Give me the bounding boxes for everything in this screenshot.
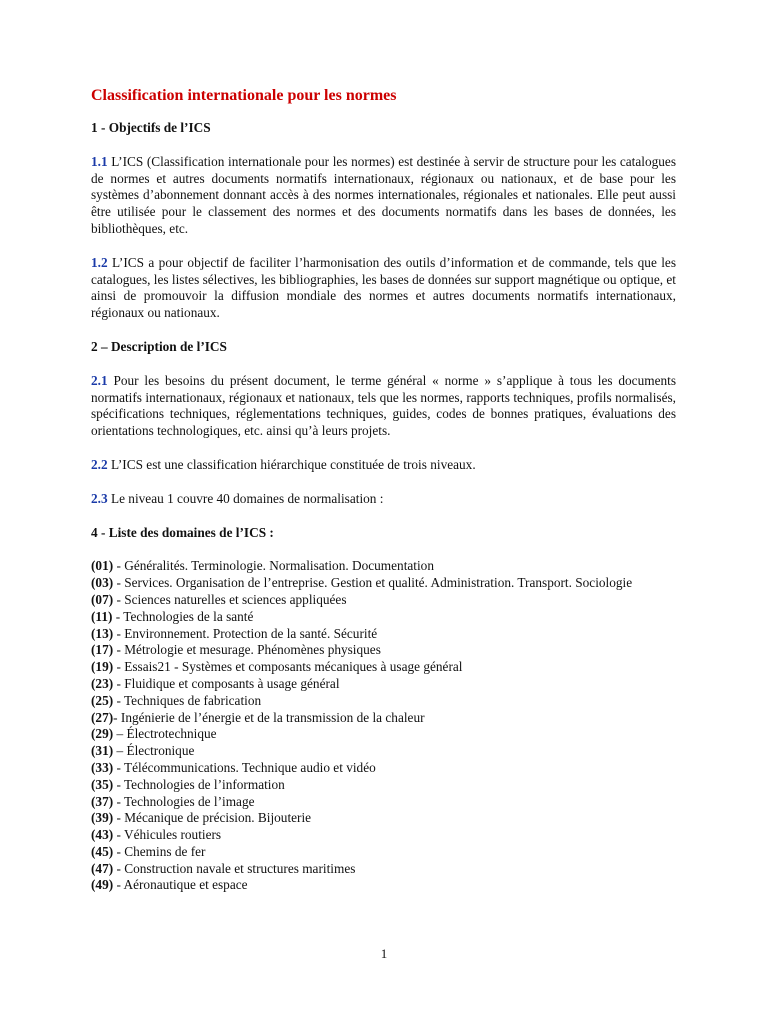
section-heading-description: 2 – Description de l’ICS [91, 338, 227, 354]
domain-label: – Électrotechnique [113, 726, 217, 742]
domain-code: (43) [91, 827, 114, 843]
document-title: Classification internationale pour les normes [91, 87, 397, 104]
section-heading-objectives: 1 - Objectifs de l’ICS [91, 120, 211, 135]
paragraph-number: 2.3 [91, 490, 108, 506]
list-item [91, 626, 676, 643]
paragraph-number: 2.2 [91, 456, 108, 472]
domain-label: – Électronique [113, 743, 195, 759]
list-item [91, 794, 676, 811]
domain-code: (13) [91, 625, 114, 641]
domain-code: (07) [91, 591, 114, 607]
domain-label: - Véhicules routiers [113, 827, 222, 843]
domain-label: - Chemins de fer [113, 843, 206, 859]
paragraph-2-3 [91, 491, 676, 508]
domain-code: (25) [91, 692, 114, 708]
list-item [91, 693, 676, 710]
domain-label: - Mécanique de précision. Bijouterie [113, 810, 312, 826]
list-item [91, 659, 676, 676]
document-page [91, 86, 676, 894]
paragraph-number: 2.1 [91, 372, 108, 388]
list-item [91, 642, 676, 659]
domain-code: (23) [91, 675, 114, 691]
domain-label: - Métrologie et mesurage. Phénomènes physiques [113, 642, 381, 658]
domain-code: (29) [91, 726, 114, 742]
domain-label: - Construction navale et structures maritimes [113, 860, 356, 876]
domain-label: - Technologies de l’image [113, 793, 255, 809]
list-item [91, 676, 676, 693]
domain-label: - Aéronautique et espace [113, 877, 248, 893]
list-item [91, 710, 676, 727]
paragraph-1-1 [91, 154, 676, 238]
domain-code: (35) [91, 776, 114, 792]
domain-code: (11) [91, 608, 113, 624]
list-item [91, 861, 676, 878]
list-item [91, 609, 676, 626]
list-item [91, 558, 676, 575]
paragraph-2-2 [91, 457, 676, 474]
domain-code: (39) [91, 810, 114, 826]
paragraph-2-1 [91, 373, 676, 440]
paragraph-text: L’ICS a pour objectif de faciliter l’harmonisation des outils d’information et de commande, tels que les catalogues, les listes sélectives, les bibliographies, les bases de données sur support magnétique ou optique, et ainsi de promouvoir la diffusion mondiale des normes et autres documents normatifs internationaux, régionaux ou nationaux. [91, 254, 676, 321]
list-item [91, 726, 676, 743]
domain-code: (19) [91, 659, 114, 675]
domain-code: (27) [91, 709, 114, 725]
paragraph-1-2 [91, 255, 676, 322]
paragraph-number: 1.1 [91, 153, 108, 169]
paragraph-text: L’ICS est une classification hiérarchique constituée de trois niveaux. [107, 456, 476, 472]
paragraph-text: Le niveau 1 couvre 40 domaines de normalisation : [107, 490, 384, 506]
domain-label: - Généralités. Terminologie. Normalisation. Documentation [113, 558, 434, 574]
paragraph-text: L’ICS (Classification internationale pour les normes) est destinée à servir de structure pour les catalogues de normes et autres documents normatifs internationaux, régionaux ou nationaux, et de base pour les systèmes d’abonnement donnant accès à des normes internationales, régionales et nationales. Elle peut aussi être utilisée pour le classement des normes et des documents normatifs dans les bases de données, les bibliothèques, etc. [91, 153, 676, 236]
domain-list [91, 558, 676, 894]
domain-label: - Essais21 - Systèmes et composants mécaniques à usage général [113, 659, 463, 675]
section-heading-domains: 4 - Liste des domaines de l’ICS : [91, 524, 274, 540]
list-item [91, 877, 676, 894]
domain-label: - Environnement. Protection de la santé. Sécurité [113, 625, 378, 641]
domain-label: - Sciences naturelles et sciences appliquées [113, 591, 347, 607]
list-item [91, 592, 676, 609]
domain-code: (49) [91, 877, 114, 893]
page-number: 1 [380, 946, 388, 961]
domain-code: (31) [91, 743, 114, 759]
list-item [91, 827, 676, 844]
domain-code: (37) [91, 793, 114, 809]
domain-code: (45) [91, 843, 114, 859]
list-item [91, 810, 676, 827]
domain-label: - Technologies de la santé [112, 608, 254, 624]
paragraph-text: Pour les besoins du présent document, le terme général « norme » s’applique à tous les documents normatifs internationaux, régionaux et nationaux, tels que les normes, rapports techniques, profils normalisés, spécifications techniques, réglementations techniques, guides, codes de bonnes pratiques, évaluations des orientations technologiques, etc. ainsi qu’à leurs projets. [91, 372, 676, 439]
domain-label: - Services. Organisation de l’entreprise. Gestion et qualité. Administration. Transport. Sociologie [113, 575, 633, 591]
domain-label: - Techniques de fabrication [113, 692, 262, 708]
domain-label: - Technologies de l’information [113, 776, 285, 792]
domain-code: (47) [91, 860, 114, 876]
list-item [91, 844, 676, 861]
domain-code: (33) [91, 759, 114, 775]
domain-label: - Fluidique et composants à usage général [113, 675, 340, 691]
domain-label: - Télécommunications. Technique audio et vidéo [113, 759, 376, 775]
domain-label: - Ingénierie de l’énergie et de la transmission de la chaleur [113, 709, 425, 725]
list-item [91, 575, 676, 592]
domain-code: (03) [91, 575, 114, 591]
domain-code: (17) [91, 642, 114, 658]
domain-code: (01) [91, 558, 114, 574]
list-item [91, 777, 676, 794]
list-item [91, 743, 676, 760]
list-item [91, 760, 676, 777]
paragraph-number: 1.2 [91, 254, 108, 270]
